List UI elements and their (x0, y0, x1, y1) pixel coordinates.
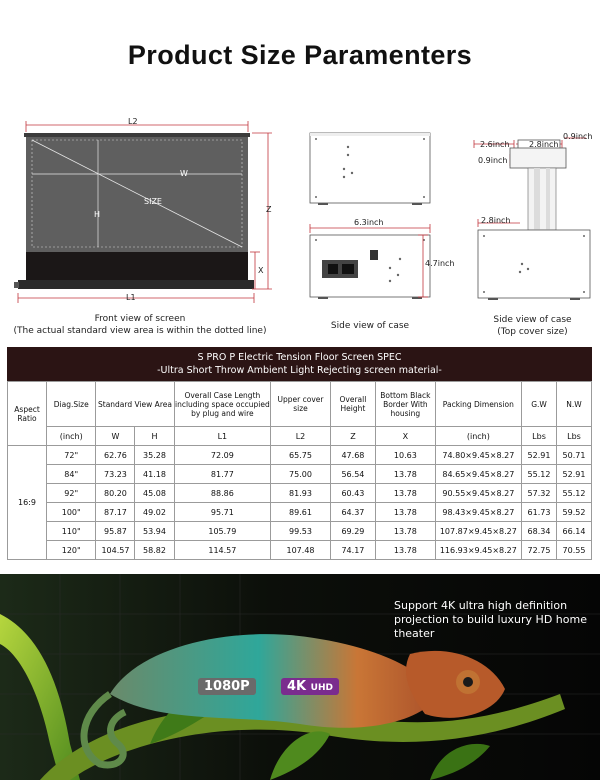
unit-cell: X (376, 427, 436, 446)
table-cell: 58.82 (135, 541, 174, 560)
table-cell: 95.71 (174, 503, 271, 522)
header-case-length: Overall Case Length including space occupied by plug and wire (174, 382, 271, 427)
header-overall-height: Overall Height (330, 382, 375, 427)
promo-text: Support 4K ultra high definition projection to build luxury HD home theater (394, 599, 587, 640)
table-cell: 120" (47, 541, 96, 560)
table-cell: 62.76 (96, 446, 135, 465)
unit-cell: H (135, 427, 174, 446)
table-cell: 65.75 (271, 446, 331, 465)
l2-label: L2 (128, 117, 138, 126)
table-row (8, 522, 592, 541)
table-cell: 13.78 (376, 503, 436, 522)
table-cell: 90.55×9.45×8.27 (435, 484, 521, 503)
size-label: SIZE (144, 197, 162, 206)
top-cover-caption (470, 314, 595, 338)
table-cell: 84.65×9.45×8.27 (435, 465, 521, 484)
table-cell: 50.71 (556, 446, 591, 465)
header-bottom-border: Bottom Black Border With housing (376, 382, 436, 427)
table-cell: 56.54 (330, 465, 375, 484)
table-cell: 110" (47, 522, 96, 541)
table-cell: 55.12 (522, 465, 557, 484)
header-upper-cover: Upper cover size (271, 382, 331, 427)
top-caption-line2: (Top cover size) (497, 327, 568, 337)
header-packing: Packing Dimension (435, 382, 521, 427)
badge-1080p: 1080P (198, 678, 256, 695)
unit-cell: (inch) (47, 427, 96, 446)
unit-cell: Lbs (522, 427, 557, 446)
table-cell: 74.17 (330, 541, 375, 560)
table-cell: 10.63 (376, 446, 436, 465)
table-cell: 84" (47, 465, 96, 484)
table-cell: 13.78 (376, 541, 436, 560)
table-cell: 95.87 (96, 522, 135, 541)
unit-cell: Z (330, 427, 375, 446)
table-cell: 52.91 (522, 446, 557, 465)
page-title: Product Size Paramenters (127, 40, 473, 70)
side-view-diagram (300, 125, 470, 305)
table-cell: 87.17 (96, 503, 135, 522)
table-cell: 107.48 (271, 541, 331, 560)
table-cell: 114.57 (174, 541, 271, 560)
table-cell: 74.80×9.45×8.27 (435, 446, 521, 465)
table-cell: 104.57 (96, 541, 135, 560)
table-cell: 61.73 (522, 503, 557, 522)
unit-cell: L1 (174, 427, 271, 446)
top-dim-b-label: 2.8inch (529, 140, 559, 149)
front-view-caption (0, 313, 280, 337)
table-cell: 98.43×9.45×8.27 (435, 503, 521, 522)
spec-title (7, 347, 592, 381)
table-cell: 75.00 (271, 465, 331, 484)
x-label: X (258, 266, 264, 275)
table-cell: 52.91 (556, 465, 591, 484)
table-cell: 41.18 (135, 465, 174, 484)
case-width-label: 6.3inch (354, 218, 384, 227)
table-cell: 107.87×9.45×8.27 (435, 522, 521, 541)
top-dim-a-label: 2.6inch (480, 140, 510, 149)
unit-cell: Lbs (556, 427, 591, 446)
table-cell: 13.78 (376, 484, 436, 503)
table-cell: 59.52 (556, 503, 591, 522)
top-dim-d-label: 0.9inch (478, 156, 508, 165)
badge-4k-label: 4K (287, 679, 307, 694)
header-view-area: Standard View Area (96, 382, 174, 427)
aspect-ratio-value: 16:9 (8, 446, 47, 560)
table-cell: 64.37 (330, 503, 375, 522)
table-cell: 80.20 (96, 484, 135, 503)
top-caption-line1: Side view of case (493, 315, 572, 325)
table-cell: 72.75 (522, 541, 557, 560)
table-cell: 105.79 (174, 522, 271, 541)
table-row (8, 484, 592, 503)
table-cell: 92" (47, 484, 96, 503)
table-row (8, 541, 592, 560)
top-dim-c-label: 0.9inch (563, 132, 593, 141)
spec-title-line1: S PRO P Electric Tension Floor Screen SPEC (197, 352, 402, 363)
table-cell: 66.14 (556, 522, 591, 541)
front-view-diagram (0, 110, 290, 310)
table-cell: 72" (47, 446, 96, 465)
table-cell: 45.08 (135, 484, 174, 503)
table-cell: 13.78 (376, 522, 436, 541)
table-cell: 99.53 (271, 522, 331, 541)
table-cell: 57.32 (522, 484, 557, 503)
table-cell: 60.43 (330, 484, 375, 503)
table-row (8, 503, 592, 522)
z-label: Z (266, 205, 272, 214)
table-cell: 73.23 (96, 465, 135, 484)
table-row (8, 446, 592, 465)
side-view-caption: Side view of case (330, 321, 410, 331)
unit-cell: (inch) (435, 427, 521, 446)
h-label: H (94, 210, 101, 219)
promo-banner (0, 574, 600, 780)
front-caption-line1: Front view of screen (94, 314, 186, 324)
header-nw: N.W (556, 382, 591, 427)
front-caption-line2: (The actual standard view area is within the dotted line) (13, 326, 267, 336)
table-cell: 68.34 (522, 522, 557, 541)
table-cell: 81.77 (174, 465, 271, 484)
table-cell: 35.28 (135, 446, 174, 465)
l1-label: L1 (126, 293, 136, 302)
table-row (8, 465, 592, 484)
table-cell: 116.93×9.45×8.27 (435, 541, 521, 560)
table-cell: 55.12 (556, 484, 591, 503)
table-cell: 53.94 (135, 522, 174, 541)
table-cell: 49.02 (135, 503, 174, 522)
table-cell: 47.68 (330, 446, 375, 465)
table-cell: 100" (47, 503, 96, 522)
table-cell: 70.55 (556, 541, 591, 560)
w-label: W (180, 169, 188, 178)
badge-4k-uhd (281, 678, 339, 695)
header-diag-size: Diag.Size (47, 382, 96, 427)
table-cell: 89.61 (271, 503, 331, 522)
case-height-label: 4.7inch (425, 259, 455, 268)
spec-table (7, 381, 592, 560)
table-cell: 88.86 (174, 484, 271, 503)
table-cell: 69.29 (330, 522, 375, 541)
table-cell: 81.93 (271, 484, 331, 503)
unit-cell: W (96, 427, 135, 446)
badge-uhd-label: UHD (310, 683, 333, 693)
header-gw: G.W (522, 382, 557, 427)
table-cell: 13.78 (376, 465, 436, 484)
top-dim-e-label: 2.8inch (481, 216, 511, 225)
header-aspect-ratio: Aspect Ratio (8, 382, 47, 446)
spec-title-line2: -Ultra Short Throw Ambient Light Rejecting screen material- (157, 365, 442, 376)
table-cell: 72.09 (174, 446, 271, 465)
unit-cell: L2 (271, 427, 331, 446)
spec-table-block (7, 347, 592, 560)
